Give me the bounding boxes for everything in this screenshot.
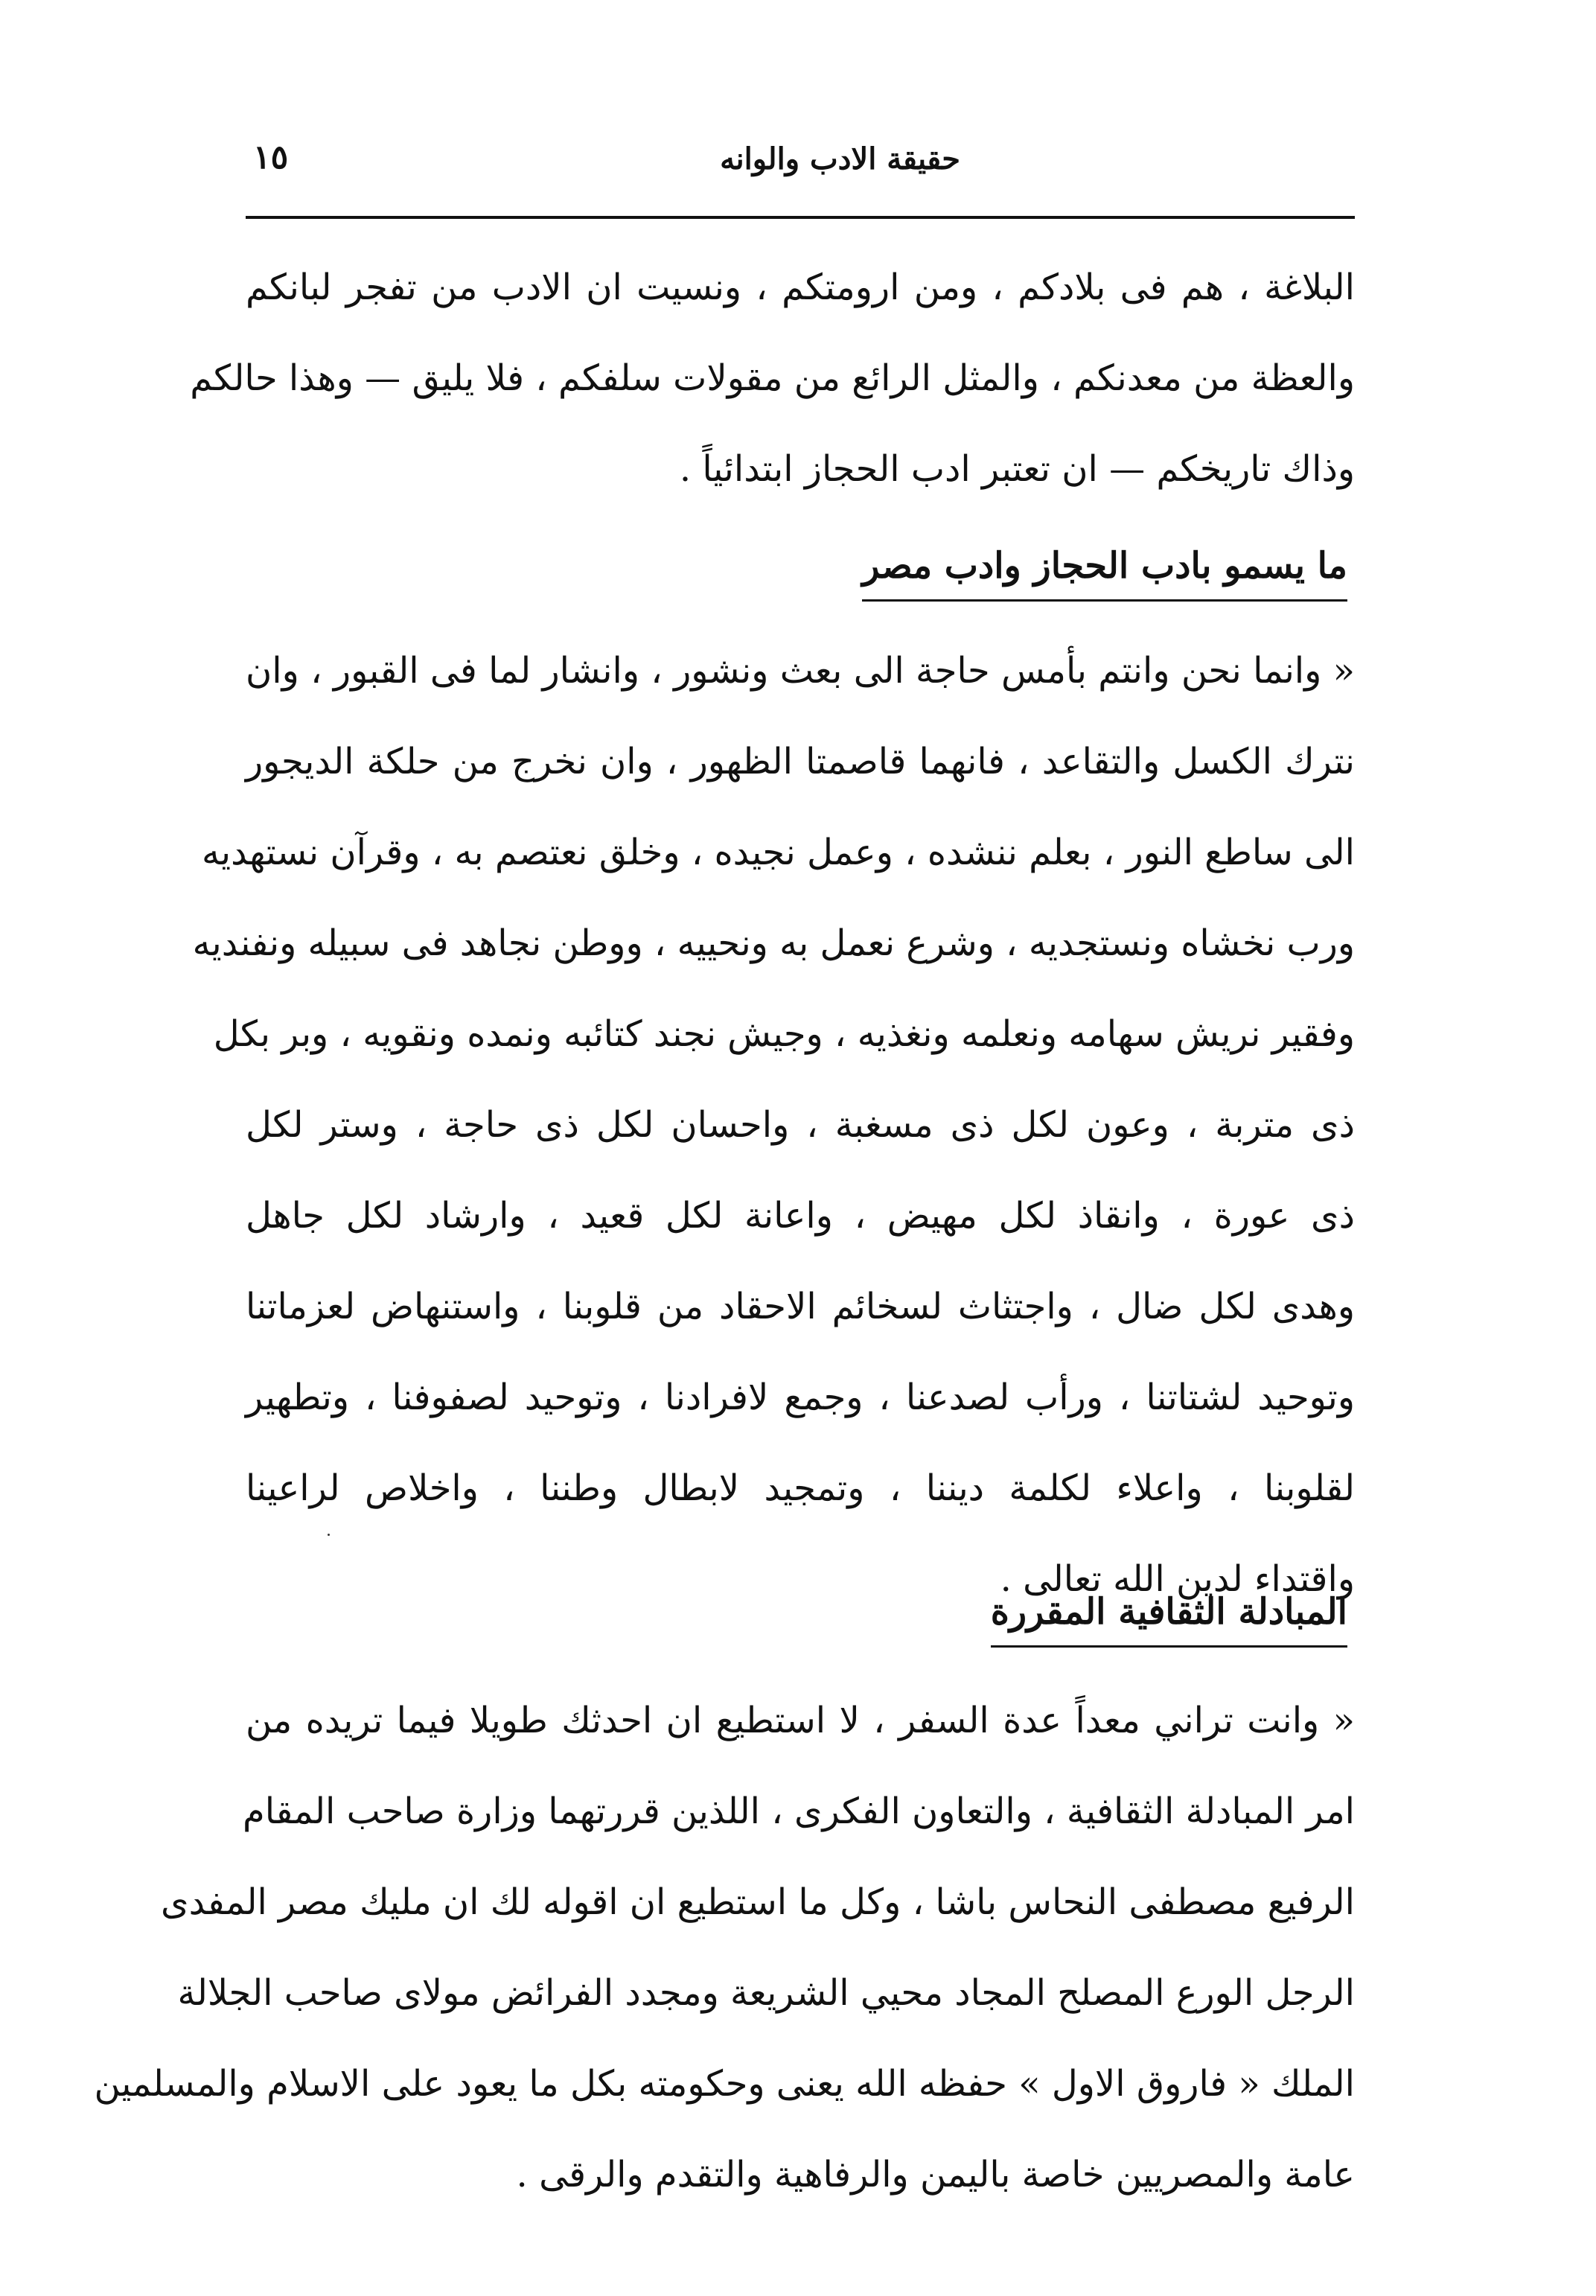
text-line: « وانت تراني معداً عدة السفر ، لا استطيع ان احدثك طويلا فيما تريده من [246, 1700, 1355, 1741]
text-line: الى ساطع النور ، بعلم ننشده ، وعمل نجيده ، وخلق نعتصم به ، وقرآن نستهديه [202, 832, 1355, 873]
section-heading-exchange: المبادلة الثقافية المقررة [991, 1586, 1347, 1648]
running-title: حقيقة الادب والوانه [720, 141, 960, 176]
header-rule [246, 216, 1355, 219]
text-line: ذى متربة ، وعون لكل ذى مسغبة ، واحسان لكل ذى حاجة ، وستر لكل [246, 1104, 1355, 1146]
section-heading-hijaz: ما يسمو بادب الحجاز وادب مصر [862, 540, 1347, 602]
text-line: والعظة من معدنكم ، والمثل الرائع من مقولات سلفكم ، فلا يليق — وهذا حالكم [190, 357, 1355, 399]
text-line: الملك « فاروق الاول » حفظه الله يعنى وحكومته بكل ما يعود على الاسلام والمسلمين [94, 2063, 1355, 2105]
text-line: البلاغة ، هم فى بلادكم ، ومن ارومتكم ، ونسيت ان الادب من تفجر لبانكم [246, 267, 1356, 308]
running-header [246, 138, 1362, 201]
text-line: وهدى لكل ضال ، واجتثاث لسخائم الاحقاد من قلوبنا ، واستنهاض لعزماتنا [246, 1286, 1355, 1327]
text-line: واقتداء لدين الله تعالى . [1000, 1558, 1355, 1600]
text-line: ورب نخشاه ونستجديه ، وشرع نعمل به ونحييه ، ووطن نجاهد فى سبيله ونفنديه [192, 922, 1355, 964]
text-line: نترك الكسل والتقاعد ، فانهما قاصمتا الظهور ، وان نخرج من حلكة الديجور [246, 741, 1355, 782]
text-line: وفقير نريش سهامه ونعلمه ونغذيه ، وجيش نجند كتائبه ونمده ونقويه ، وبر بكل [213, 1013, 1355, 1055]
hijaz-paragraph [192, 625, 1356, 1624]
text-line: « وانما نحن وانتم بأمس حاجة الى بعث ونشور ، وانشار لما فى القبور ، وان [246, 650, 1356, 692]
text-line: الرجل الورع المصلح المجاد محيي الشريعة ومجدد الفرائض مولاى صاحب الجلالة [177, 1972, 1355, 2014]
text-line: وذاك تاريخكم — ان تعتبر ادب الحجاز ابتدائياً . [679, 448, 1355, 490]
exchange-paragraph [94, 1675, 1355, 2220]
text-line: الرفيع مصطفى النحاس باشا ، وكل ما استطيع ان اقوله لك ان مليك مصر المفدى [161, 1881, 1355, 1923]
text-line: ذى عورة ، وانقاذ لكل مهيض ، واعانة لكل قعيد ، وارشاد لكل جاهل [246, 1195, 1355, 1237]
book-page [94, 112, 1362, 2196]
text-line: وتوحيد لشتاتنا ، ورأب لصدعنا ، وجمع لافرادنا ، وتوحيد لصفوفنا ، وتطهير [246, 1377, 1355, 1418]
page-number: ١٥ [253, 138, 289, 176]
text-line: عامة والمصريين خاصة باليمن والرفاهية والتقدم والرقى . [516, 2154, 1355, 2195]
text-line: امر المبادلة الثقافية ، والتعاون الفكرى ، اللذين قررتهما وزارة صاحب المقام [242, 1790, 1355, 1832]
text-line: لقلوبنا ، واعلاء لكلمة ديننا ، وتمجيد لابطال وطننا ، واخلاص لراعينا [246, 1467, 1355, 1509]
print-speck [328, 1534, 330, 1536]
intro-paragraph [190, 242, 1356, 514]
